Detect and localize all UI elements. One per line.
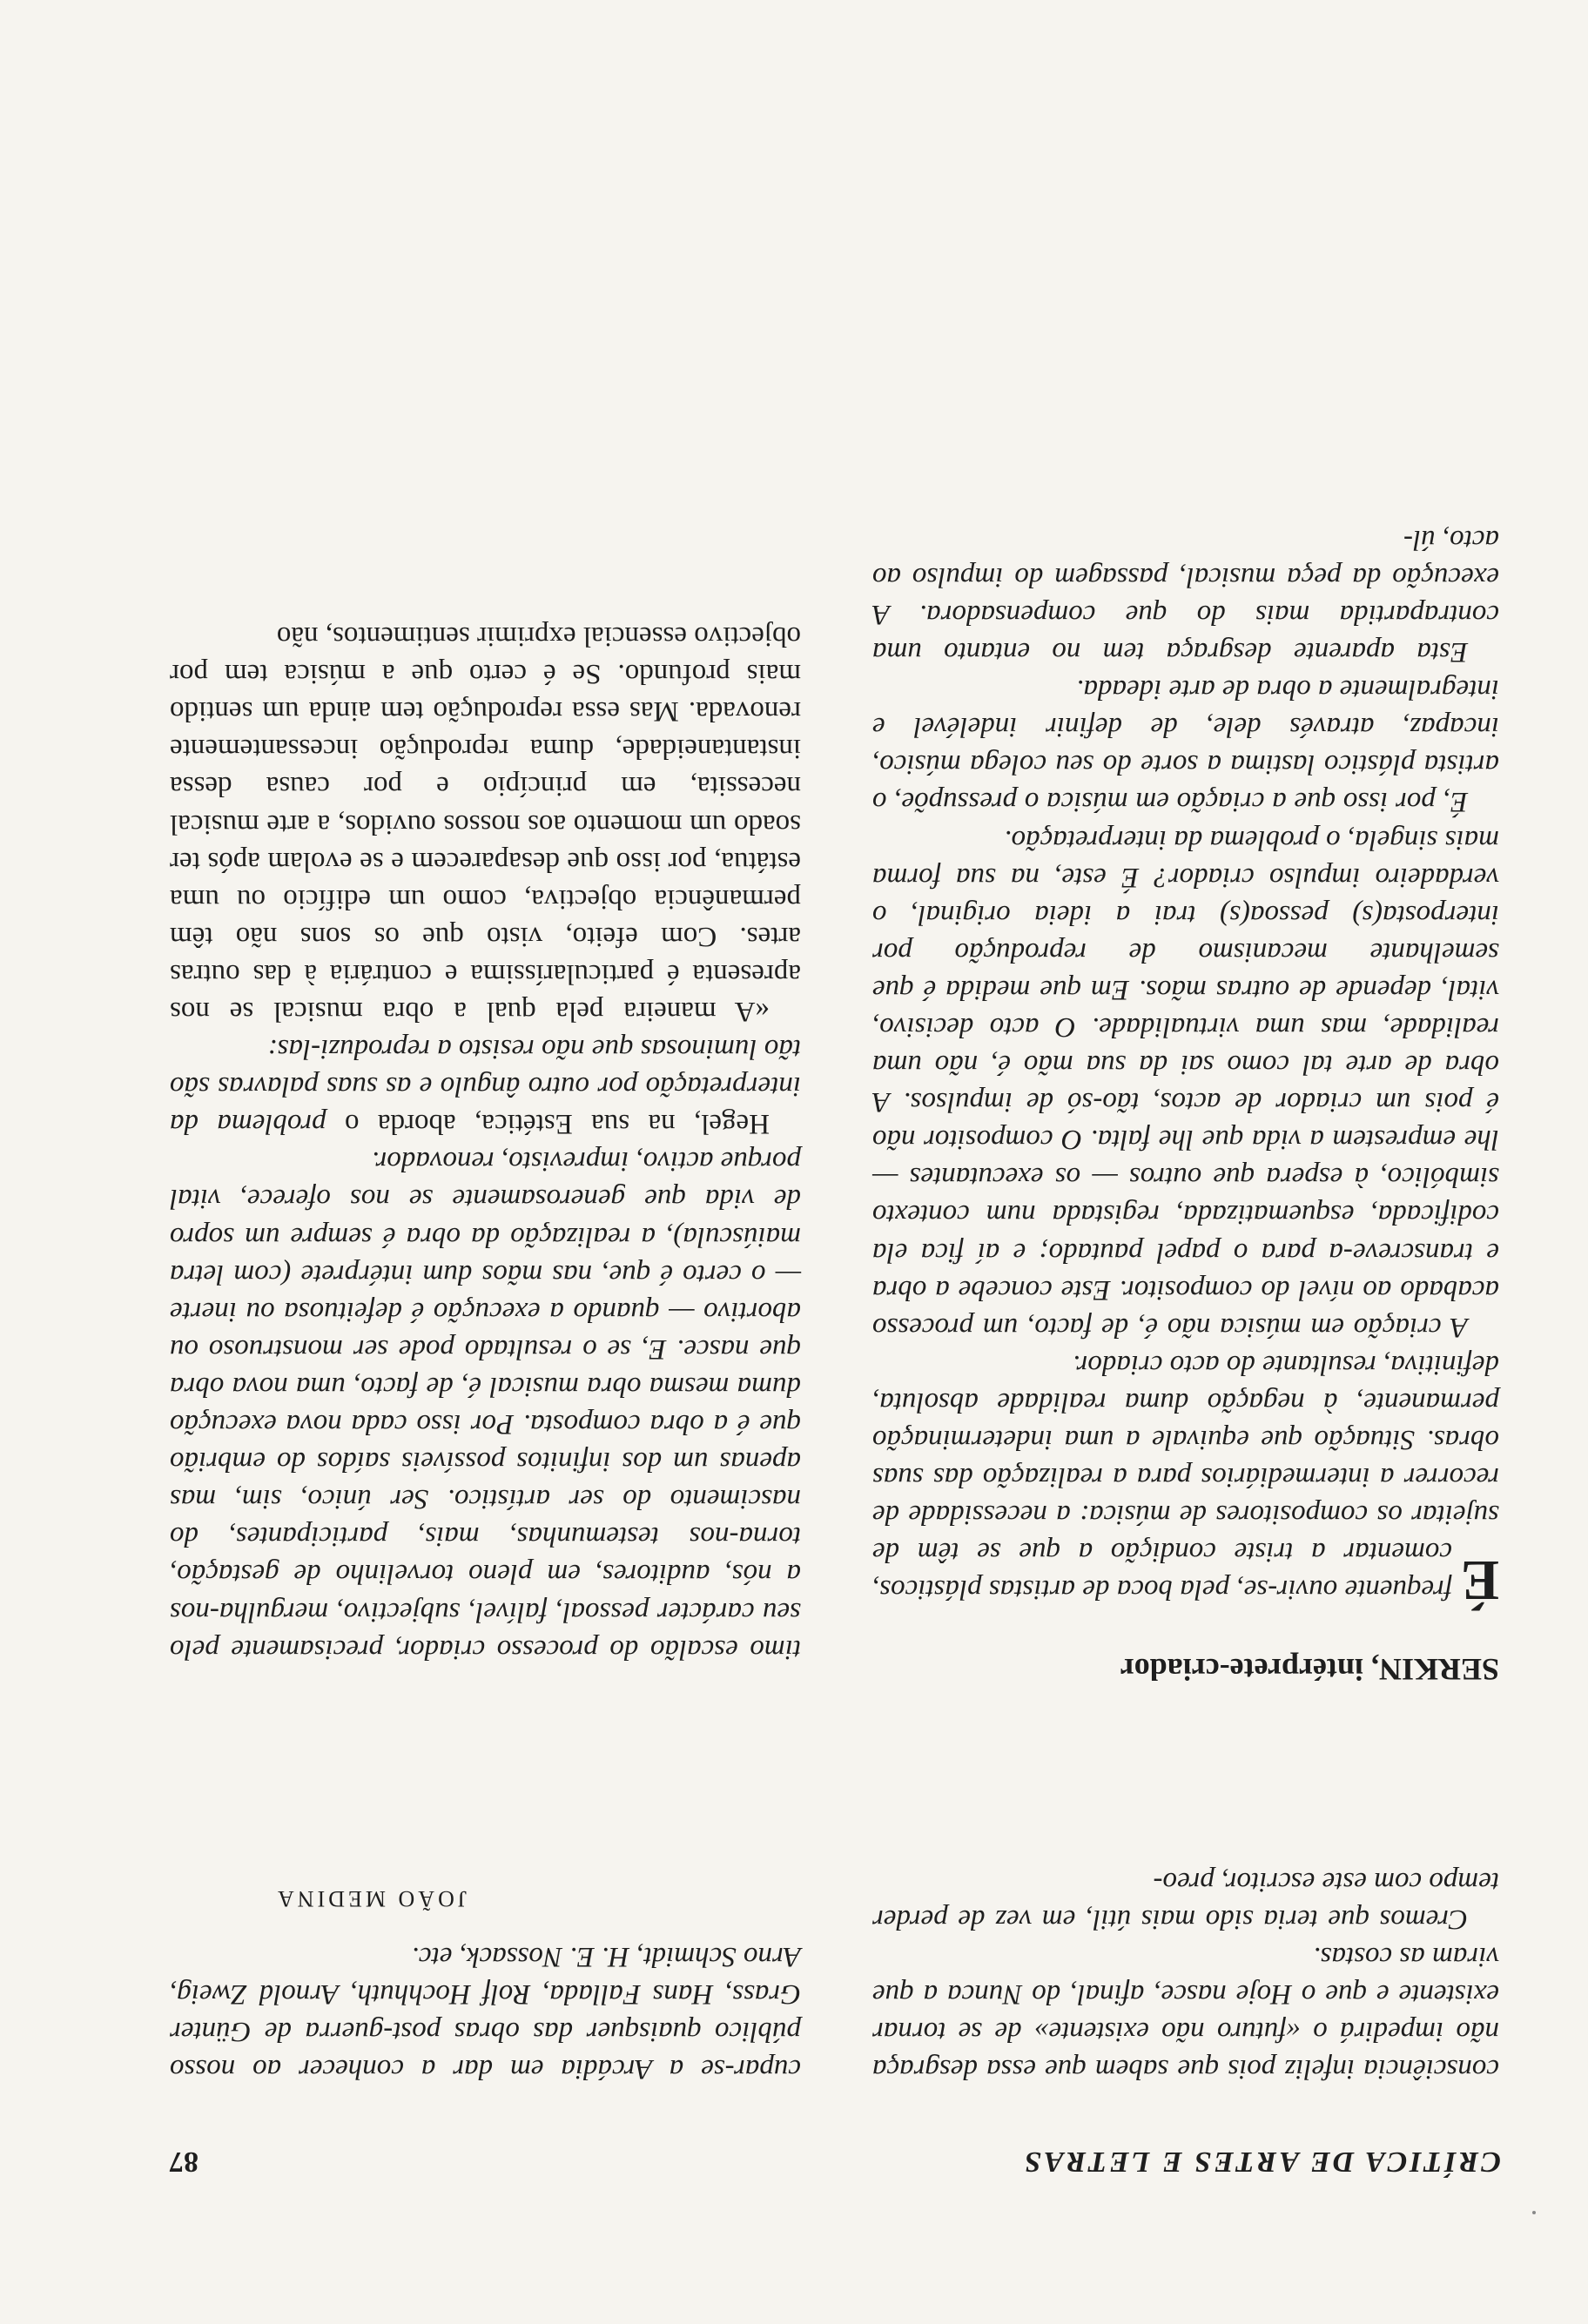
article-title: SERKIN, intérprete-criador — [1120, 1652, 1499, 1688]
opening-paragraph — [872, 1346, 1499, 1613]
running-head: CRÍTICA DE ARTES E LETRAS — [1022, 2146, 1501, 2178]
quotation: «A maneira pela qual a obra musical se nos apresenta é particularíssima e contrária à das outras artes. Com efeito, visto que os sons não têm permanência objectiva, como um edifício ou uma estátua, por isso que desaparecem e se evolam após ter soado um momento aos nossos ouvidos, a arte musical necessita, em princípio e por causa dessa instantaneidade, duma reprodução incessantemente renovada. Mas essa reprodução tem ainda um sentido mais profundo. Se é certo que a música tem por objectivo essencial exprimir sentimentos, não — [170, 621, 801, 1028]
page-header — [169, 2139, 1501, 2178]
right-column — [170, 617, 801, 2087]
scan-speck — [1532, 2211, 1536, 2214]
paragraph: Cremos que teria sido mais útil, em vez de perder tempo com este escritor, preo- — [872, 1865, 1499, 1935]
page-number: 87 — [169, 2146, 198, 2178]
paragraph: consciência infeliz pois que sabem que essa desgraça não impedirá o «futuro não existente» de se tornar existente e que o Hoje nasce, afinal, do Nunca a que viram as costas. — [872, 1940, 1499, 2085]
paragraph — [170, 1030, 801, 1142]
paragraph: timo escalão do processo criador, precisamente pelo seu carácter pessoal, falível, subjectivo, mergulha-nos a nós, auditores, em pleno torvelinho de gestação, torna-nos testemunhas, mais, participantes, do nascimento do ser artístico. Ser único, sim, mas apenas um dos infinitos possíveis saídos do embrião que é a obra composta. Por isso cada nova execução duma mesma obra musical é, de facto, uma nova obra que nasce. E, se o resultado pode ser monstruoso ou abortivo — quando a execução é defeituosa ou inerte — o certo é que, nas mãos dum intérprete (com letra maiúscula), a realização da obra é sempre um sopro de vida que generosamente se nos oferece, vital porque activo, imprevisto, renovador. — [170, 1145, 801, 1665]
paragraph: cupar-se a Arcádia em dar a conhecer ao nosso público quaisquer das obras post-guerra de Günter Grass, Hans Fallada, Rolf Hochhuth, Arnold Zweig, Arno Schmidt, H. E. Nossack, etc. — [170, 1940, 801, 2085]
paragraph: Esta aparente desgraça tem no entanto uma contrapartida mais do que compensadora. A execução da peça musical, passagem do impulso ao acto, úl- — [872, 523, 1499, 668]
column-gap — [170, 1668, 801, 1885]
paragraph-text: Hegel, na sua Estética, aborda o — [326, 1108, 770, 1140]
paragraph: A criação em música não é, de facto, um processo acabado ao nível do compositor. Este concebe a obra e transcreve-a para o papel pautado; e aí fica ela codificada, esquematizada, registada num contexto simbólico, à espera que outros — os executantes — lhe emprestem a vida que lhe falta. O compositor não é pois um criador de actos, tão-só de impulsos. A obra de arte tal como sai da sua mão é, não uma realidade, mas uma virtualidade. O acto decisivo, vital, depende de outras mãos. Em que medida é que semelhante mecanismo de reprodução por interposta(s) pessoa(s) trai a ideia original, o verdadeiro impulso criador? É este, na sua forma mais singela, o problema da interpretação. — [872, 823, 1499, 1343]
paragraph-text: problema da interpretação por outro ângulo e as suas palavras são tão luminosas que não resisto a reproduzi-las: — [170, 1033, 801, 1140]
left-column — [872, 521, 1499, 2087]
author-signature: JOÃO MEDINA — [274, 1885, 467, 1911]
drop-cap: É — [1460, 1548, 1499, 1613]
paragraph-text: frequente ouvir-se, pela boca de artistas plásticos, comentar a triste condição a que se têm de sujeitar os compositores de música: a necessidade de recorrer a intermediários para a realização das suas obras. Situação que equivale a uma indeterminação permanente, à negação duma realidade absoluta, definitiva, resultante do acto criador. — [872, 1348, 1499, 1606]
paragraph: É, por isso que a criação em música o pressupõe, o artista plástico lastima a sorte do seu colega músico, incapaz, através dele, de definir indelével e integralmente a obra de arte ideada. — [872, 674, 1499, 818]
